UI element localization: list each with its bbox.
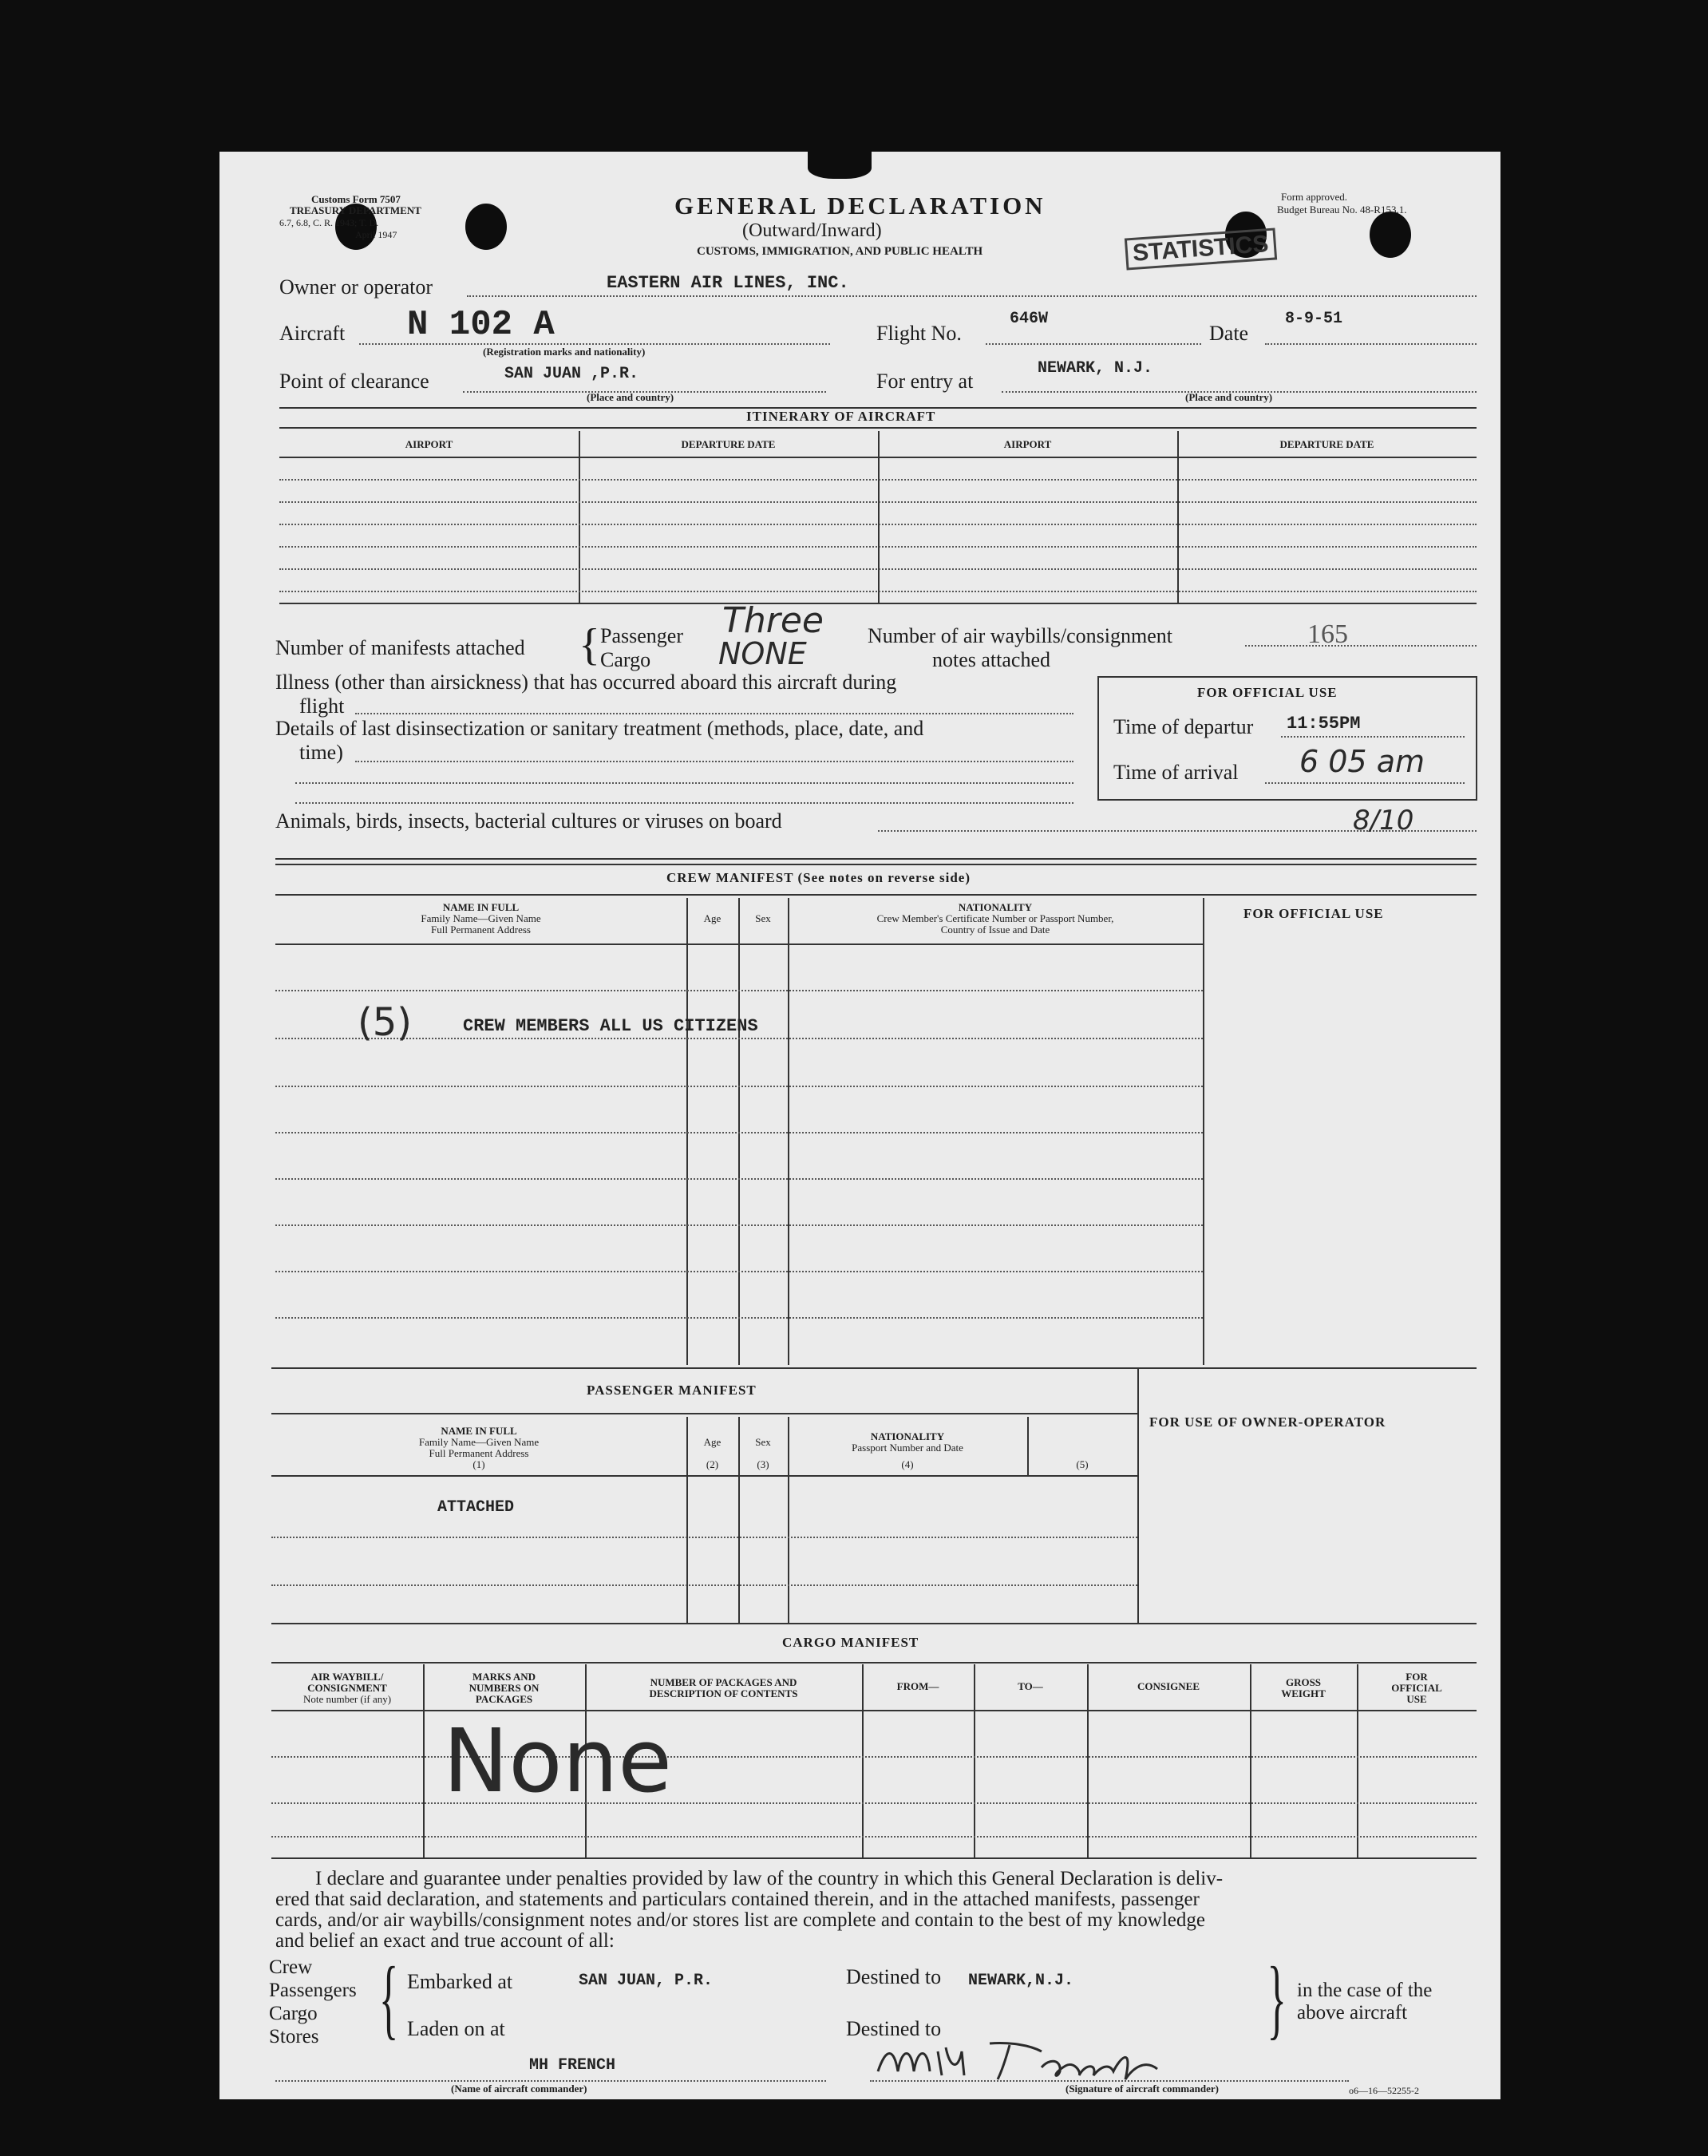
departure-line — [1281, 736, 1465, 738]
clearance-value: SAN JUAN ,P.R. — [504, 365, 639, 383]
cargo-label: Cargo — [600, 648, 651, 671]
cargo-title: CARGO MANIFEST — [782, 1635, 919, 1650]
waybills-label-2: notes attached — [932, 648, 1050, 671]
itinerary-divider-2 — [878, 431, 880, 603]
passenger-title: PASSENGER MANIFEST — [587, 1383, 757, 1398]
itinerary-col-departure-1: DEPARTURE DATE — [681, 438, 776, 450]
cargo-col-packages-2: DESCRIPTION OF CONTENTS — [649, 1687, 798, 1699]
waybills-label: Number of air waybills/consignment — [868, 624, 1172, 647]
disinsect-line-1 — [355, 761, 1073, 762]
flight-value: 646W — [1010, 310, 1049, 328]
commander-name-note: (Name of aircraft commander) — [451, 2083, 587, 2095]
passenger-divider-5 — [1027, 1417, 1029, 1477]
arrival-line — [1265, 782, 1465, 784]
disinsect-line-2 — [295, 782, 1073, 784]
destined-label-2: Destined to — [846, 2017, 942, 2040]
cargo-bottom-rule — [271, 1857, 1477, 1859]
cargo-divider-5 — [1087, 1664, 1089, 1857]
arrival-value: 6 05 am — [1299, 744, 1425, 779]
passenger-top-rule — [271, 1367, 1477, 1369]
cargo-divider-4 — [974, 1664, 975, 1857]
passenger-owner-use: FOR USE OF OWNER-OPERATOR — [1149, 1414, 1386, 1430]
crew-official-use: FOR OFFICIAL USE — [1243, 906, 1384, 921]
customs-form-number: Customs Form 7507 — [311, 193, 401, 205]
passenger-header-rule — [271, 1475, 1137, 1477]
signature-note: (Signature of aircraft commander) — [1066, 2083, 1219, 2095]
commander-name: MH FRENCH — [529, 2056, 616, 2075]
crew-top-rule-2 — [275, 864, 1477, 865]
treasury-department: TREASURY DEPARTMENT — [290, 204, 421, 216]
crew-row-line — [275, 1317, 1203, 1319]
crew-row-line — [275, 1224, 1203, 1226]
commander-signature — [870, 2027, 1349, 2087]
cargo-divider-7 — [1357, 1664, 1358, 1857]
crew-row-line — [275, 1132, 1203, 1133]
crew-row-line — [275, 1086, 1203, 1087]
crew-col-nationality: NATIONALITY — [958, 901, 1033, 913]
disinsect-label-2: time) — [299, 741, 343, 764]
cargo-col-official-2: OFFICIAL — [1391, 1682, 1442, 1694]
date-value: 8-9-51 — [1285, 310, 1343, 328]
passenger-col-name: NAME IN FULL — [441, 1425, 517, 1437]
cargo-col-official: FOR — [1406, 1671, 1428, 1683]
budget-bureau: Budget Bureau No. 48-R153.1. — [1277, 204, 1407, 216]
paper-tear — [808, 152, 872, 179]
cargo-col-packages: NUMBER OF PACKAGES AND — [650, 1676, 797, 1688]
manifests-label: Number of manifests attached — [275, 636, 525, 659]
itinerary-divider-1 — [579, 431, 580, 603]
crew-title-rule — [275, 894, 1477, 896]
cargo-value: NONE — [718, 636, 807, 671]
declaration-line-4: and belief an exact and true account of all: — [275, 1930, 615, 1952]
crew-row-line — [275, 1271, 1203, 1272]
cargo-col-weight-2: WEIGHT — [1281, 1687, 1326, 1699]
owner-line — [467, 295, 1477, 297]
itinerary-rule-2 — [279, 427, 1477, 429]
itinerary-divider-3 — [1177, 431, 1179, 603]
embarked-value: SAN JUAN, P.R. — [579, 1972, 714, 1990]
commander-name-line — [275, 2080, 826, 2082]
passenger-col-name-2: Family Name—Given Name — [418, 1436, 540, 1448]
form-regs: 6.7, 6.8, C. R. 1943; T. D. — [279, 217, 379, 228]
illness-line — [355, 713, 1073, 714]
itinerary-bottom-rule — [279, 603, 1477, 604]
embarked-label: Embarked at — [407, 1970, 513, 1993]
departure-label: Time of departur — [1113, 715, 1254, 738]
passenger-divider-nationality — [788, 1417, 789, 1623]
cargo-row-line — [271, 1836, 1477, 1838]
date-label: Date — [1209, 322, 1249, 345]
cargo-divider-3 — [862, 1664, 864, 1857]
passenger-col-sex-num: (3) — [757, 1458, 769, 1470]
cargo-col-consignee: CONSIGNEE — [1137, 1680, 1200, 1692]
destined-label-1: Destined to — [846, 1965, 942, 1988]
statistics-stamp: STATISTICS — [1125, 227, 1277, 270]
crew-title: CREW MANIFEST (See notes on reverse side) — [666, 870, 971, 885]
crew-col-name-3: Full Permanent Address — [431, 924, 531, 936]
passenger-col-nationality-num: (4) — [901, 1458, 914, 1470]
clearance-label: Point of clearance — [279, 370, 429, 393]
cargo-col-waybill-2: CONSIGNMENT — [307, 1682, 387, 1694]
entry-label: For entry at — [876, 370, 974, 393]
passenger-divider-owner — [1137, 1367, 1139, 1623]
cargo-col-marks: MARKS AND — [472, 1671, 536, 1683]
passenger-title-rule — [271, 1413, 1137, 1414]
cargo-col-marks-3: PACKAGES — [475, 1693, 533, 1705]
aircraft-value: N 102 A — [407, 305, 555, 345]
passenger-divider-sex — [738, 1417, 740, 1623]
disinsect-line-3 — [295, 802, 1073, 804]
aircraft-note: (Registration marks and nationality) — [483, 346, 646, 358]
declaration-line-3: cards, and/or air waybills/consignment notes and/or stores list are complete and contain to the best of my knowledge — [275, 1909, 1205, 1931]
manifests-brace: { — [579, 620, 600, 670]
crew-entry-count: (5) — [358, 1000, 412, 1045]
cargo-col-waybill-3: Note number (if any) — [302, 1693, 392, 1705]
clearance-note: (Place and country) — [587, 391, 674, 403]
itinerary-row-line — [279, 501, 1477, 503]
passenger-row-line — [271, 1537, 1137, 1538]
form-date: April 1947 — [355, 229, 397, 240]
animals-mark: 8/10 — [1353, 805, 1414, 837]
flight-label: Flight No. — [876, 322, 962, 345]
itinerary-row-line — [279, 479, 1477, 481]
date-line — [1265, 343, 1477, 345]
waybills-line — [1245, 645, 1477, 647]
cargo-col-marks-2: NUMBERS ON — [469, 1682, 540, 1694]
illness-label-2: flight — [299, 694, 345, 718]
itinerary-row-line — [279, 568, 1477, 570]
flight-line — [986, 343, 1201, 345]
passenger-row-line — [271, 1584, 1137, 1586]
cargo-entry: None — [443, 1710, 672, 1812]
declaration-stores: Stores — [269, 2026, 319, 2047]
cargo-top-rule — [271, 1623, 1477, 1624]
itinerary-col-departure-2: DEPARTURE DATE — [1279, 438, 1374, 450]
owner-value: EASTERN AIR LINES, INC. — [607, 273, 849, 293]
aircraft-label: Aircraft — [279, 322, 346, 345]
destined-value-1: NEWARK,N.J. — [968, 1972, 1074, 1990]
form-title: GENERAL DECLARATION — [674, 192, 1046, 220]
cargo-col-official-3: USE — [1406, 1693, 1427, 1705]
case-line-1: in the case of the — [1297, 1980, 1433, 2001]
form-approved: Form approved. — [1281, 191, 1348, 203]
crew-entry-text: CREW MEMBERS ALL US CITIZENS — [463, 1016, 758, 1036]
declaration-line-2: ered that said declaration, and statements and particulars contained therein, and in the attached manifests, passenger — [275, 1889, 1200, 1910]
declaration-passengers: Passengers — [269, 1980, 357, 2001]
passenger-col-name-3: Full Permanent Address — [429, 1447, 529, 1459]
crew-col-age: Age — [703, 912, 722, 924]
declaration-brace-left: { — [379, 1949, 399, 2048]
laden-label: Laden on at — [407, 2017, 505, 2040]
waybills-value: 165 — [1307, 619, 1348, 649]
print-code: o6—16—52255-2 — [1349, 2085, 1419, 2096]
passenger-value: Three — [722, 600, 824, 641]
form-subtitle: CUSTOMS, IMMIGRATION, AND PUBLIC HEALTH — [697, 245, 983, 258]
crew-row-line — [275, 1178, 1203, 1180]
crew-col-name-2: Family Name—Given Name — [421, 912, 541, 924]
crew-row-line — [275, 1038, 1203, 1039]
itinerary-row-line — [279, 591, 1477, 592]
itinerary-row-line — [279, 524, 1477, 525]
passenger-col-5: (5) — [1076, 1458, 1089, 1470]
animals-label: Animals, birds, insects, bacterial cultures or viruses on board — [275, 809, 782, 833]
crew-col-name: NAME IN FULL — [442, 901, 520, 913]
punch-hole-4 — [1370, 212, 1411, 258]
arrival-label: Time of arrival — [1113, 761, 1239, 784]
passenger-divider-age — [686, 1417, 688, 1623]
declaration-line-1: I declare and guarantee under penalties provided by law of the country in which this General Declaration is deliv- — [315, 1868, 1224, 1889]
passenger-col-age-num: (2) — [706, 1458, 719, 1470]
declaration-cargo: Cargo — [269, 2003, 318, 2024]
entry-note: (Place and country) — [1185, 391, 1273, 403]
passenger-label: Passenger — [600, 624, 683, 647]
declaration-crew: Crew — [269, 1956, 313, 1978]
itinerary-row-line — [279, 546, 1477, 548]
passenger-col-sex: Sex — [755, 1436, 771, 1448]
crew-col-sex: Sex — [755, 912, 771, 924]
form-direction: (Outward/Inward) — [742, 220, 882, 241]
passenger-col-nationality-2: Passport Number and Date — [852, 1442, 963, 1454]
passenger-col-age: Age — [703, 1436, 722, 1448]
crew-col-nationality-2: Crew Member's Certificate Number or Passport Number, — [876, 912, 1114, 924]
cargo-col-weight: GROSS — [1285, 1676, 1322, 1688]
entry-value: NEWARK, N.J. — [1038, 359, 1153, 378]
cargo-divider-6 — [1250, 1664, 1251, 1857]
itinerary-col-airport-2: AIRPORT — [1003, 438, 1052, 450]
cargo-col-waybill: AIR WAYBILL/ — [310, 1671, 384, 1683]
crew-top-rule — [275, 858, 1477, 860]
illness-label: Illness (other than airsickness) that has occurred aboard this aircraft during — [275, 671, 897, 694]
declaration-brace-right: { — [1267, 1949, 1287, 2048]
passenger-entry: ATTACHED — [437, 1498, 515, 1517]
disinsect-label: Details of last disinsectization or sanitary treatment (methods, place, date, and — [275, 717, 924, 740]
passenger-col-name-num: (1) — [472, 1458, 485, 1470]
departure-value: 11:55PM — [1287, 714, 1361, 734]
itinerary-title: ITINERARY OF AIRCRAFT — [746, 409, 936, 424]
cargo-col-from: FROM— — [896, 1680, 939, 1692]
crew-row-line — [275, 990, 1203, 991]
cargo-divider-1 — [423, 1664, 425, 1857]
case-line-2: above aircraft — [1297, 2002, 1408, 2023]
crew-divider-official — [1203, 898, 1204, 1365]
punch-hole-2 — [465, 204, 507, 250]
cargo-title-rule — [271, 1662, 1477, 1663]
crew-col-nationality-3: Country of Issue and Date — [940, 924, 1050, 936]
owner-label: Owner or operator — [279, 275, 433, 299]
itinerary-col-airport-1: AIRPORT — [405, 438, 453, 450]
cargo-col-to: TO— — [1018, 1680, 1043, 1692]
official-use-title: FOR OFFICIAL USE — [1197, 685, 1338, 700]
passenger-col-nationality: NATIONALITY — [870, 1430, 945, 1442]
